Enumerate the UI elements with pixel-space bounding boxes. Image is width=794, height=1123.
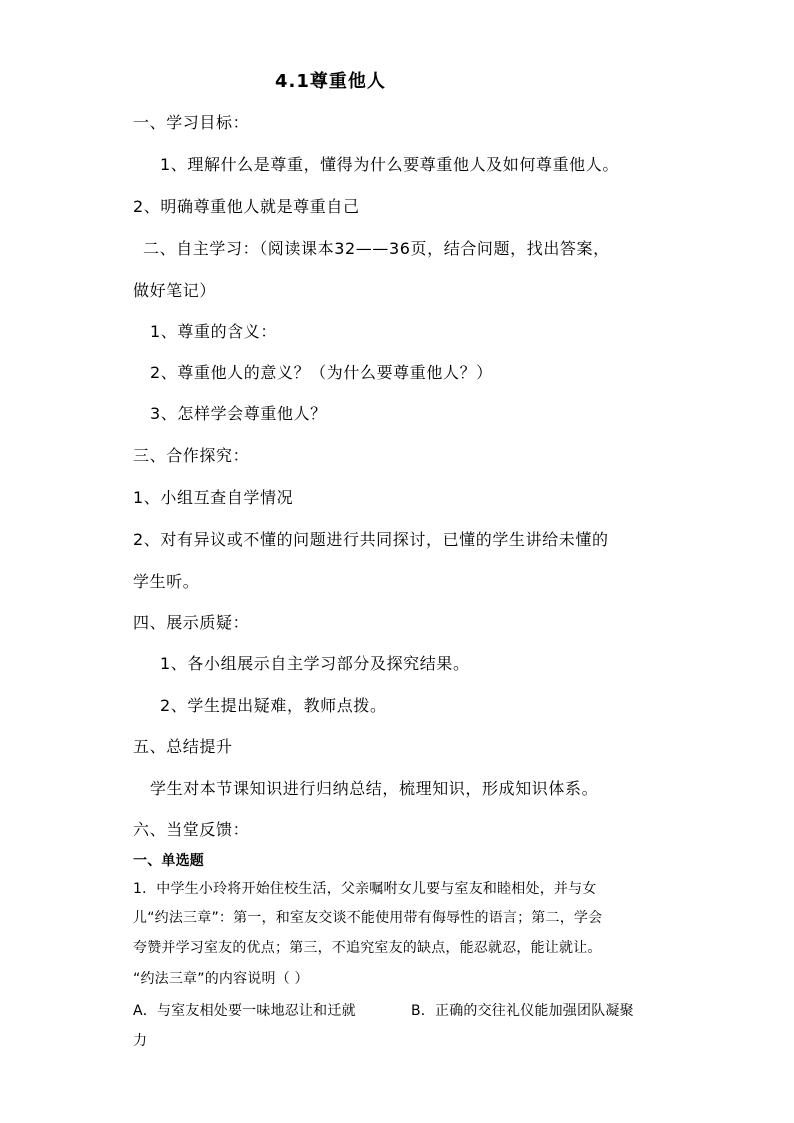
summary-text: 学生对本节课知识进行归纳总结，梳理知识，形成知识体系。 — [150, 779, 599, 798]
option-a: A．与室友相处要一味地忍让和迁就 — [133, 1003, 356, 1019]
self-study-item-3: 3、怎样学会尊重他人？ — [150, 404, 327, 423]
goal-item-1: 1、理解什么是尊重，懂得为什么要尊重他人及如何尊重他人。 — [160, 155, 619, 174]
display-item-2: 2、学生提出疑难，教师点拨。 — [160, 696, 387, 715]
section-heading-goals: 一、学习目标： — [133, 113, 250, 132]
question-1-line-2: 儿“约法三章”：第一，和室友交谈不能使用带有侮辱性的语言；第二，学会 — [133, 910, 603, 926]
self-study-item-1: 1、尊重的含义： — [150, 322, 277, 341]
option-b: B．正确的交往礼仪能加强团队凝聚 — [411, 1003, 634, 1019]
question-1-line-1: 1．中学生小玲将开始住校生活，父亲嘱咐女儿要与室友和睦相处，并与女 — [133, 881, 597, 897]
cooperation-item-1: 1、小组互查自学情况 — [133, 488, 294, 507]
subheading-single-choice: 一、单选题 — [133, 853, 204, 869]
question-1-line-4: “约法三章”的内容说明（ ） — [133, 971, 309, 987]
display-item-1: 1、各小组展示自主学习部分及探究结果。 — [160, 654, 470, 673]
self-study-item-2: 2、尊重他人的意义？（为什么要尊重他人？） — [150, 363, 493, 382]
goal-item-2: 2、明确尊重他人就是尊重自己 — [133, 197, 360, 216]
section-heading-cooperation: 三、合作探究： — [133, 446, 250, 465]
section-heading-summary: 五、总结提升 — [133, 737, 233, 756]
section-heading-self-study-cont: 做好笔记） — [133, 281, 217, 300]
section-heading-display: 四、展示质疑： — [133, 613, 250, 632]
option-b-cont: 力 — [133, 1033, 148, 1049]
section-heading-feedback: 六、当堂反馈： — [133, 820, 250, 839]
cooperation-item-2-cont: 学生听。 — [133, 572, 200, 591]
section-heading-self-study: 二、自主学习：（阅读课本32——36页，结合问题，找出答案， — [143, 239, 610, 258]
cooperation-item-2: 2、对有异议或不懂的问题进行共同探讨，已懂的学生讲给未懂的 — [133, 530, 609, 549]
page-title: 4.1尊重他人 — [275, 71, 386, 92]
question-1-line-3: 夸赞并学习室友的优点；第三，不追究室友的缺点，能忍就忍，能让就让。 — [133, 940, 602, 956]
